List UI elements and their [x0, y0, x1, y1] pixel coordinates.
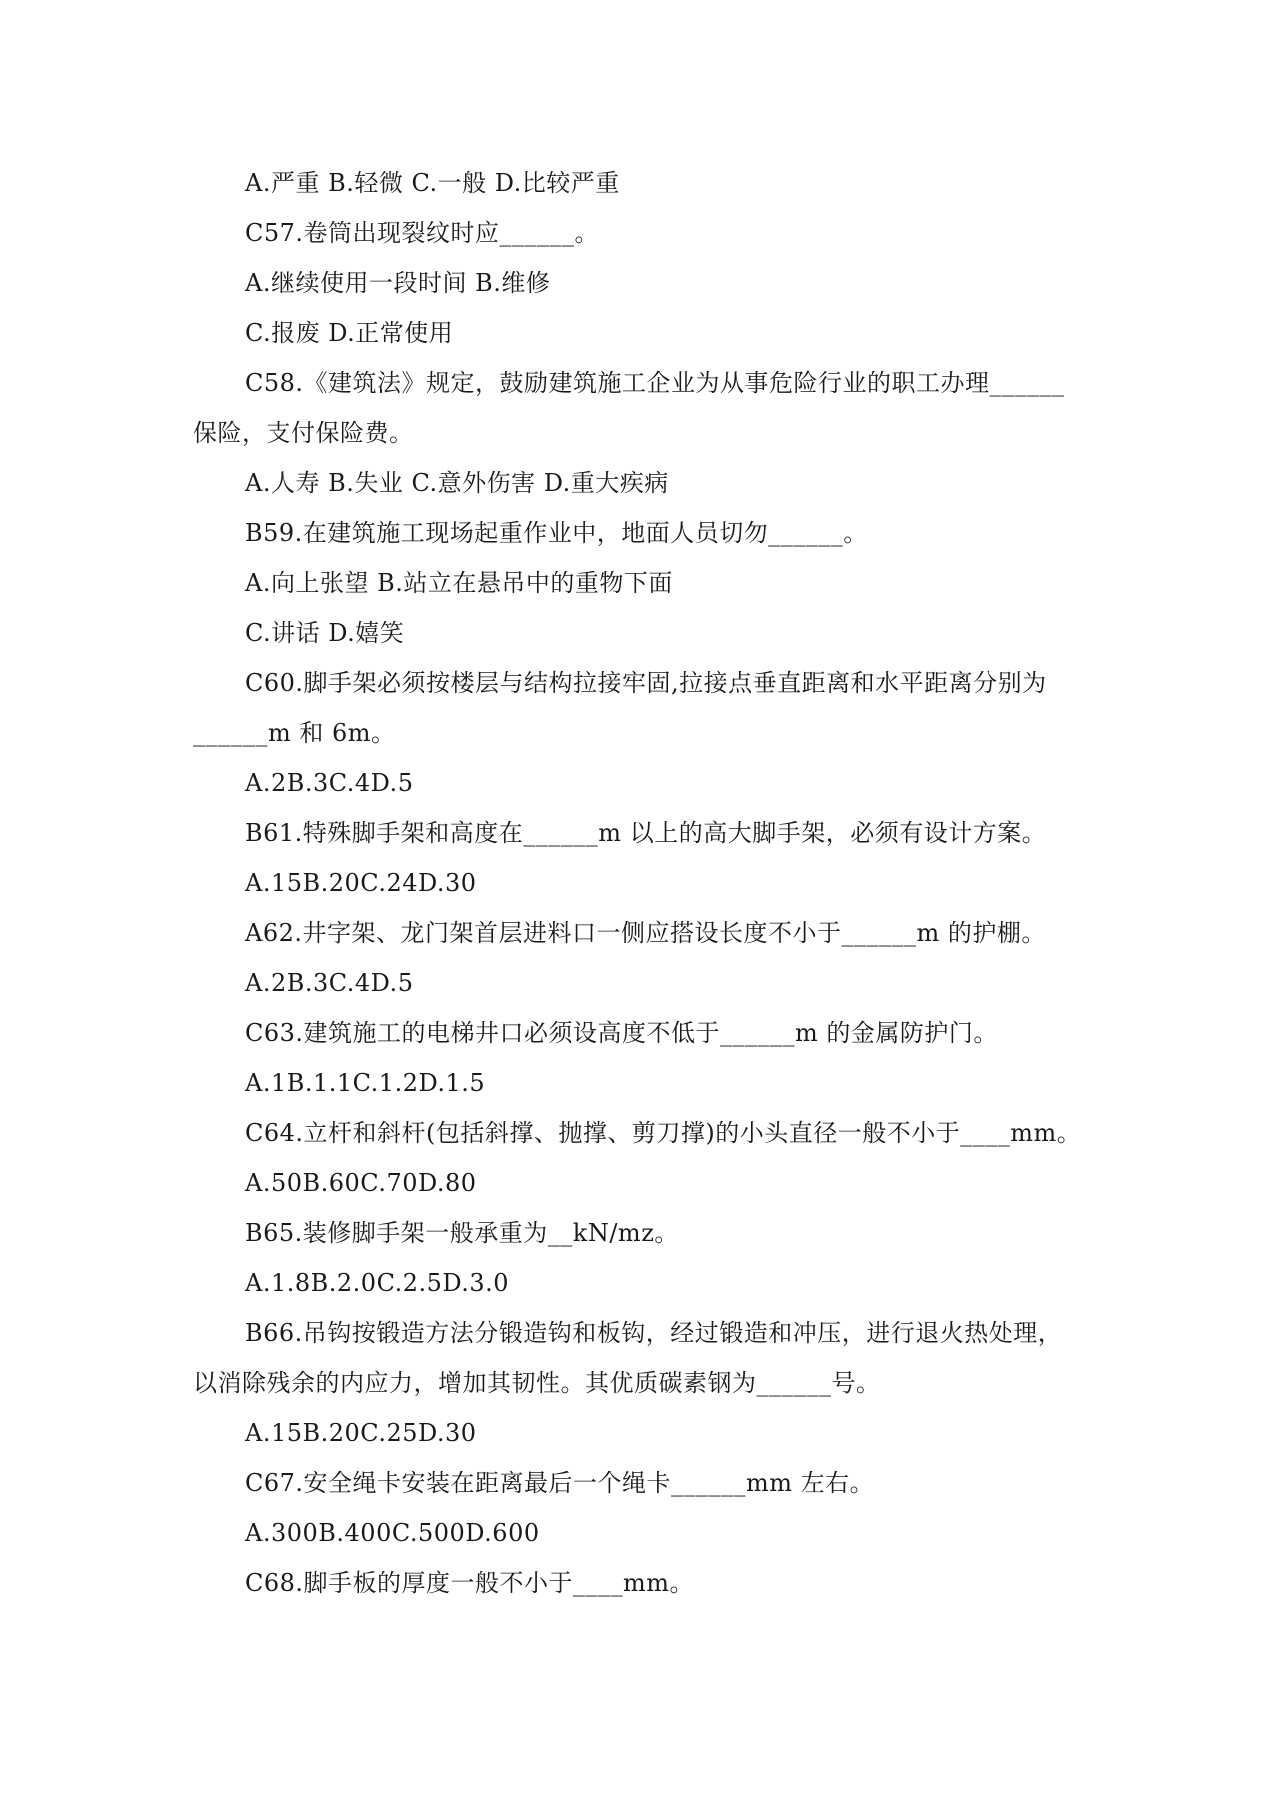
answer-options-60: A.2B.3C.4D.5 [245, 769, 414, 797]
answer-options-57-ab: A.继续使用一段时间 B.维修 [245, 269, 551, 297]
answer-options-65: A.1.8B.2.0C.2.5D.3.0 [245, 1269, 510, 1297]
question-66: B66.吊钩按锻造方法分锻造钩和板钩，经过锻造和冲压，进行退火热处理， [245, 1319, 1063, 1347]
question-59: B59.在建筑施工现场起重作业中，地面人员切勿______。 [245, 519, 868, 547]
question-57: C57.卷筒出现裂纹时应______。 [245, 219, 600, 247]
answer-options-57-cd: C.报废 D.正常使用 [245, 319, 454, 347]
question-66-continued: 以消除残余的内应力，增加其韧性。其优质碳素钢为______号。 [193, 1369, 881, 1397]
question-58: C58.《建筑法》规定，鼓励建筑施工企业为从事危险行业的职工办理______ [245, 369, 1065, 397]
answer-options-64: A.50B.60C.70D.80 [245, 1169, 477, 1197]
question-64: C64.立杆和斜杆(包括斜撑、抛撑、剪刀撑)的小头直径一般不小于____mm。 [245, 1119, 1082, 1147]
question-61: B61.特殊脚手架和高度在______m 以上的高大脚手架，必须有设计方案。 [245, 819, 1047, 847]
answer-options-67: A.300B.400C.500D.600 [245, 1519, 540, 1547]
question-62: A62.井字架、龙门架首层进料口一侧应搭设长度不小于______m 的护棚。 [245, 919, 1046, 947]
question-58-continued: 保险，支付保险费。 [193, 419, 414, 447]
answer-options-59-ab: A.向上张望 B.站立在悬吊中的重物下面 [245, 569, 673, 597]
question-65: B65.装修脚手架一般承重为__kN/mz。 [245, 1219, 679, 1247]
question-63: C63.建筑施工的电梯井口必须设高度不低于______m 的金属防护门。 [245, 1019, 998, 1047]
answer-options-56: A.严重 B.轻微 C.一般 D.比较严重 [245, 169, 620, 197]
question-60-continued: ______m 和 6m。 [193, 719, 396, 747]
answer-options-59-cd: C.讲话 D.嬉笑 [245, 619, 405, 647]
answer-options-58: A.人寿 B.失业 C.意外伤害 D.重大疾病 [245, 469, 669, 497]
document-page [193, 158, 1083, 1608]
question-68: C68.脚手板的厚度一般不小于____mm。 [245, 1569, 695, 1597]
answer-options-63: A.1B.1.1C.1.2D.1.5 [245, 1069, 486, 1097]
question-67: C67.安全绳卡安装在距离最后一个绳卡______mm 左右。 [245, 1469, 875, 1497]
answer-options-61: A.15B.20C.24D.30 [245, 869, 477, 897]
answer-options-66: A.15B.20C.25D.30 [245, 1419, 477, 1447]
question-60: C60.脚手架必须按楼层与结构拉接牢固,拉接点垂直距离和水平距离分别为 [245, 669, 1047, 697]
answer-options-62: A.2B.3C.4D.5 [245, 969, 414, 997]
